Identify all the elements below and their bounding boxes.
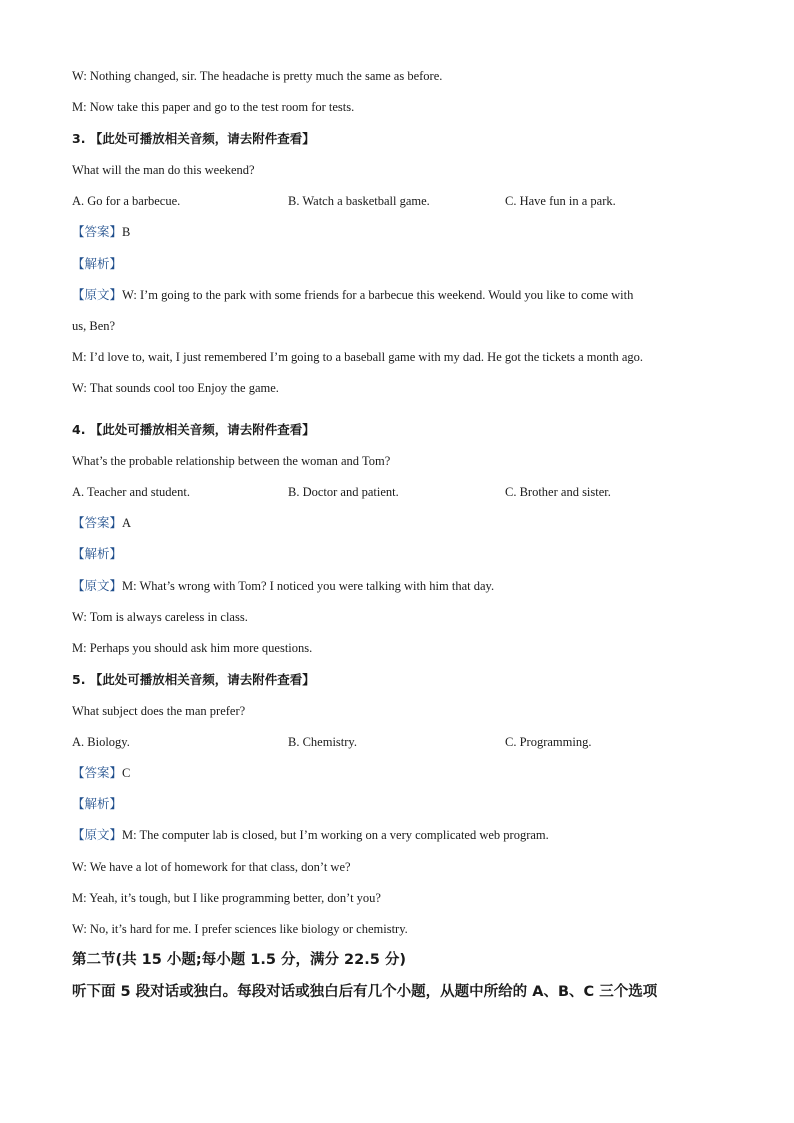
question-3-title: 3. 【此处可播放相关音频，请去附件查看】: [72, 131, 315, 146]
transcript-text: M: The computer lab is closed, but I’m working on a very complicated web program.: [122, 828, 549, 842]
answer-value: A: [122, 516, 132, 530]
transcript-line: W: That sounds cool too Enjoy the game.: [72, 381, 279, 395]
option-c: C. Have fun in a park.: [505, 194, 616, 208]
transcript-line: M: Yeah, it’s tough, but I like programming better, don’t you?: [72, 891, 381, 905]
analysis-tag: 【解析】: [72, 546, 123, 561]
dialog-line: M: Now take this paper and go to the test room for tests.: [72, 100, 355, 114]
transcript-line: M: Perhaps you should ask him more questions.: [72, 641, 313, 655]
section-heading: 第二节(共 15 小题;每小题 1.5 分，满分 22.5 分): [72, 952, 406, 968]
transcript-line: M: I’d love to, wait, I just remembered I’m going to a baseball game with my dad. He got the tickets a month ago.: [72, 350, 644, 364]
section-instruction: 听下面 5 段对话或独白。每段对话或独白后有几个小题，从题中所给的 A、B、C 三个选项: [72, 984, 658, 1000]
answer-tag: 【答案】: [72, 224, 123, 239]
transcript-line: [72, 286, 734, 304]
original-tag: 【原文】: [72, 287, 123, 302]
option-b: B. Watch a basketball game.: [288, 194, 430, 208]
option-a: A. Go for a barbecue.: [72, 194, 181, 208]
answer-value: C: [122, 766, 131, 780]
question-5-text: What subject does the man prefer?: [72, 704, 246, 718]
original-tag: 【原文】: [72, 578, 123, 593]
original-tag: 【原文】: [72, 827, 123, 842]
transcript-text: M: What’s wrong with Tom? I noticed you were talking with him that day.: [122, 579, 495, 593]
analysis-line: [72, 545, 734, 563]
answer-line: [72, 514, 734, 532]
option-c: C. Brother and sister.: [505, 485, 611, 499]
transcript-line: W: We have a lot of homework for that class, don’t we?: [72, 860, 351, 874]
dialog-line: W: Nothing changed, sir. The headache is pretty much the same as before.: [72, 69, 443, 83]
transcript-line: us, Ben?: [72, 319, 116, 333]
transcript-text: W: I’m going to the park with some friends for a barbecue this weekend. Would you like to come with: [122, 288, 634, 302]
question-4-text: What’s the probable relationship between the woman and Tom?: [72, 454, 391, 468]
option-c: C. Programming.: [505, 735, 592, 749]
answer-line: [72, 764, 734, 782]
question-4-title: 4. 【此处可播放相关音频，请去附件查看】: [72, 422, 315, 437]
analysis-tag: 【解析】: [72, 256, 123, 271]
transcript-line: W: Tom is always careless in class.: [72, 610, 248, 624]
option-a: A. Biology.: [72, 735, 130, 749]
answer-tag: 【答案】: [72, 765, 123, 780]
answer-line: [72, 223, 734, 241]
transcript-line: [72, 577, 734, 595]
analysis-tag: 【解析】: [72, 796, 123, 811]
option-b: B. Chemistry.: [288, 735, 357, 749]
question-3-text: What will the man do this weekend?: [72, 163, 255, 177]
question-5-title: 5. 【此处可播放相关音频，请去附件查看】: [72, 672, 315, 687]
answer-tag: 【答案】: [72, 515, 123, 530]
option-b: B. Doctor and patient.: [288, 485, 399, 499]
option-a: A. Teacher and student.: [72, 485, 190, 499]
transcript-line: W: No, it’s hard for me. I prefer sciences like biology or chemistry.: [72, 922, 408, 936]
answer-value: B: [122, 225, 131, 239]
transcript-line: [72, 826, 734, 844]
analysis-line: [72, 255, 734, 273]
analysis-line: [72, 795, 734, 813]
